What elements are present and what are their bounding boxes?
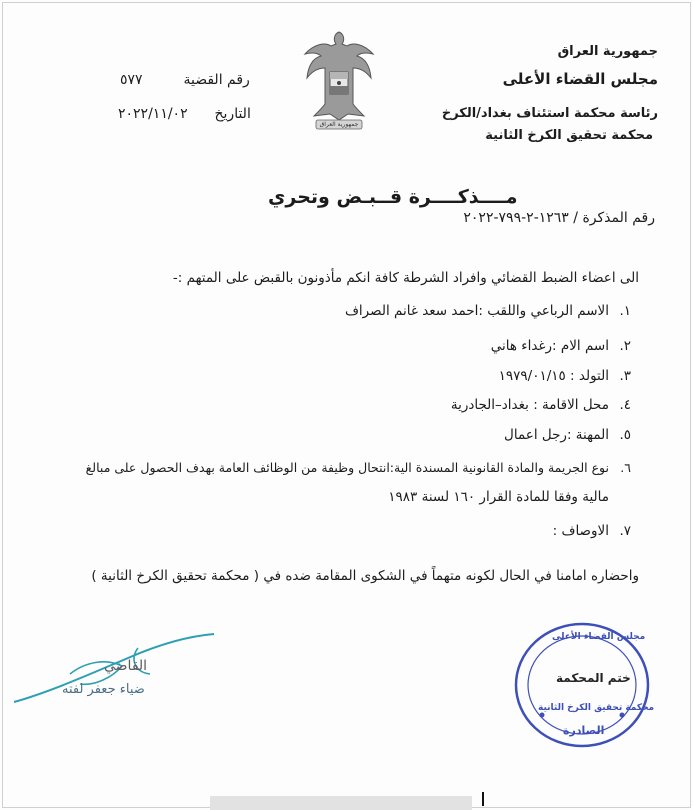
case-number-line <box>120 72 250 88</box>
item-text: المهنة :رجل اعمال <box>504 427 609 443</box>
item-text: اسم الام :رغداء هاني <box>490 338 609 354</box>
emblem-caption: جمهورية العراق <box>319 121 359 128</box>
closing-text: واحضاره امامنا في الحال لكونه متهماً في الشكوى المقامة ضده في ( محكمة تحقيق الكرخ الثانية ) <box>91 568 639 584</box>
item-text: مالية وفقا للمادة القرار ١٦٠ لسنة ١٩٨٣ <box>388 489 609 505</box>
header-country: جمهورية العراق <box>557 44 658 59</box>
signature-title: القاضي <box>104 658 148 674</box>
item-number: ٥. <box>619 427 631 443</box>
item-number: ١. <box>619 303 631 319</box>
date-value: ٢٠٢٢/١١/٠٢ <box>118 106 188 122</box>
item-crime-type <box>86 460 631 475</box>
stamp-court-name: محكمة تحقيق الكرخ الثانية <box>538 703 655 713</box>
signature-name: ضياء جعفر لفته <box>62 682 145 697</box>
stamp-center-text: ختم المحكمة <box>556 671 631 685</box>
item-description <box>553 523 631 539</box>
item-text: نوع الجريمة والمادة القانونية المسندة الية:انتحال وظيفة من الوظائف العامة بهدف الحصول على مبالغ <box>85 460 609 475</box>
item-text: محل الاقامة : بغداد–الجادرية <box>450 397 609 413</box>
header-investigation-court: محكمة تحقيق الكرخ الثانية <box>485 128 653 143</box>
item-text: الاوصاف : <box>552 523 609 539</box>
memo-number-line <box>463 210 655 226</box>
item-number: ٦. <box>620 460 631 475</box>
iraq-emblem <box>300 28 378 132</box>
memo-number-label: رقم المذكرة / <box>573 210 655 226</box>
item-mother-name <box>491 338 631 354</box>
date-label: التاريخ <box>214 106 251 122</box>
item-birth-date <box>499 368 631 384</box>
item-number: ٣. <box>619 368 631 384</box>
item-text: الاسم الرباعي واللقب :احمد سعد غانم الصراف <box>344 303 609 319</box>
intro-text: الى اعضاء الضبط القضائي وافراد الشرطة كافة انكم مأذونون بالقبض على المتهم :- <box>172 270 639 286</box>
header-appeal-court: رئاسة محكمة استئناف بغداد/الكرخ <box>441 106 658 121</box>
stamp-outer-text: مجلس القضاء الأعلى <box>552 632 646 642</box>
item-name <box>345 303 631 319</box>
stamp-dept: الصادرة <box>563 724 605 737</box>
scan-mark <box>482 792 484 806</box>
item-number: ٤. <box>619 397 631 413</box>
date-line <box>118 106 251 122</box>
header-council: مجلس القضاء الأعلى <box>502 70 658 88</box>
item-number: ٧. <box>619 523 631 539</box>
item-residence <box>451 397 631 413</box>
item-crime-type-continued <box>388 489 609 505</box>
eagle-emblem-icon <box>300 28 378 132</box>
item-text: التولد : ١٩٧٩/٠١/١٥ <box>498 368 609 384</box>
item-profession <box>504 427 631 443</box>
memo-title: مــــذكــــرة قــبـض وتحري <box>268 186 518 208</box>
case-label: رقم القضية <box>183 72 250 88</box>
item-number: ٢. <box>619 338 631 354</box>
scan-footer-bar <box>210 796 472 810</box>
case-number: ٥٧٧ <box>120 72 143 88</box>
memo-number-value: ١٢٦٣-٢-٧٩٩-٢٠٢٢ <box>463 210 569 226</box>
